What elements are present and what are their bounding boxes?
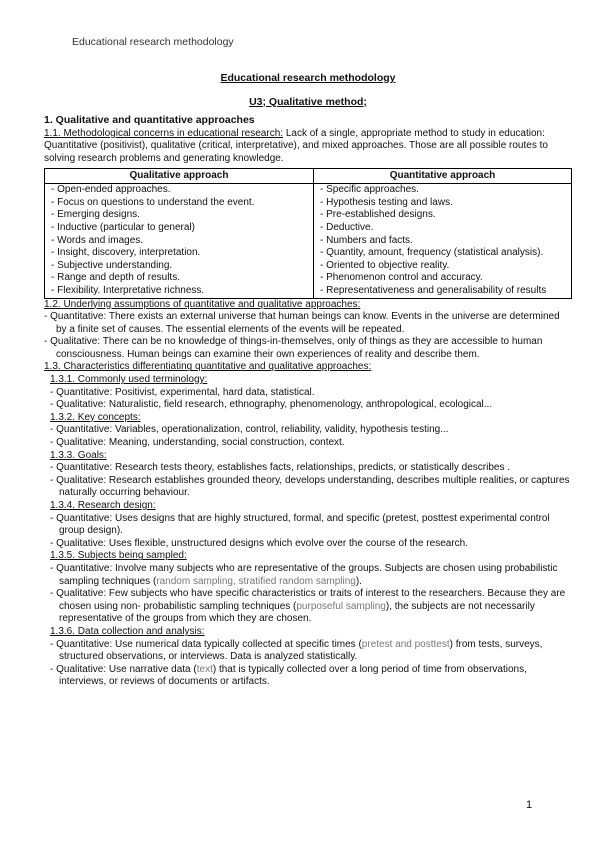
section-1-1-text: Lack of a single, appropriate method to study in education: Quantitative (positivist), qualitative (critical, interpretative), and mixed approaches. Those are all possible routes to solving research problems and generating knowledge.	[44, 127, 548, 164]
list-item: - Quantitative: Research tests theory, establishes facts, relationships, predicts, or statistically describes .	[50, 462, 511, 474]
table-cell: - Phenomenon control and accuracy.	[320, 272, 483, 284]
highlighted-term: random sampling, stratified random sampling	[156, 575, 356, 587]
page-number: 1	[526, 799, 533, 811]
document-subtitle: U3; Qualitative method;	[249, 95, 367, 108]
document-body	[44, 72, 572, 689]
item-text: - Quantitative: Use numerical data typically collected at specific times (	[50, 638, 362, 650]
section-heading-1-3-3: 1.3.3. Goals:	[50, 449, 107, 461]
item-text: ), the subjects are not necessarily representative of the groups from which they are chosen.	[59, 600, 535, 625]
table-cell: - Subjective understanding.	[51, 259, 173, 271]
table-header-qualitative: Qualitative approach	[45, 168, 314, 184]
section-heading-1-3-4: 1.3.4. Research design:	[50, 500, 156, 511]
comparison-table	[44, 168, 572, 299]
table-cell: - Oriented to objective reality.	[320, 259, 450, 271]
list-item: - Qualitative: Research establishes grounded theory, develops understanding, describes multiple realities, or captures naturally occurring behaviour.	[50, 474, 570, 499]
section-heading-1-3-1: 1.3.1. Commonly used terminology:	[50, 374, 208, 386]
table-cell: - Flexibility. Interpretative richness.	[51, 284, 205, 296]
item-text: - Quantitative: Involve many subjects who are representative of the groups. Subjects are chosen using probabilistic sampling techniques (	[50, 562, 558, 587]
table-cell: - Insight, discovery, interpretation.	[51, 247, 201, 259]
table-cell: - Pre-established designs.	[320, 209, 436, 221]
table-cell: - Representativeness and generalisability of results	[320, 284, 547, 296]
table-cell: - Deductive.	[320, 221, 374, 233]
table-cell: - Hypothesis testing and laws.	[320, 196, 453, 208]
section-heading-1-3-5: 1.3.5. Subjects being sampled:	[50, 550, 187, 562]
section-heading-1-3-6: 1.3.6. Data collection and analysis:	[50, 625, 205, 637]
item-text: ) that is typically collected over a long period of time from observations, interviews, or reviews of documents or artifacts.	[59, 663, 527, 688]
section-heading-1-2: 1.2. Underlying assumptions of quantitative and qualitative approaches:	[44, 298, 361, 310]
table-cell: - Specific approaches.	[320, 184, 419, 196]
highlighted-term: purposeful sampling	[296, 600, 386, 612]
item-text: ) from tests, surveys, structured observations, or interviews. Data is analyzed statistically.	[59, 638, 543, 663]
list-item: - Quantitative: There exists an external universe that human beings can know. Events in the universe are determined by a finite set of causes. The essential elements of the events will be repeated.	[44, 311, 560, 335]
highlighted-term: text	[196, 663, 213, 675]
list-item: - Quantitative: Positivist, experimental, hard data, statistical.	[50, 386, 315, 398]
section-heading-1-1: 1.1. Methodological concerns in educational research:	[44, 127, 284, 139]
section-1-1-paragraph	[44, 128, 572, 166]
table-header-row	[45, 168, 572, 184]
item-text: - Qualitative: Use narrative data (	[50, 663, 197, 675]
list-item	[50, 588, 572, 626]
table-cell: - Focus on questions to understand the event.	[51, 196, 255, 208]
table-header-quantitative: Quantitative approach	[314, 168, 572, 184]
section-heading-1: 1. Qualitative and quantitative approaches	[44, 114, 255, 127]
quantitative-column	[314, 184, 572, 298]
item-text: - Qualitative: Few subjects who have specific characteristics or traits of interest to the researchers. Because they are chosen using non- probabilistic sampling techniques (	[50, 588, 566, 612]
table-cell: - Emerging designs.	[51, 209, 140, 221]
section-heading-1-3-2: 1.3.2. Key concepts:	[50, 411, 141, 423]
list-item: - Qualitative: Naturalistic, field research, ethnography, phenomenology, anthropological, ecological...	[50, 399, 493, 411]
table-cell: - Open-ended approaches.	[51, 184, 171, 196]
list-item: - Quantitative: Uses designs that are highly structured, formal, and specific (pretest, posttest experimental control group design).	[50, 512, 550, 537]
item-text: ).	[355, 575, 362, 587]
table-cell: - Inductive (particular to general)	[51, 221, 195, 233]
table-cell: - Quantity, amount, frequency (statistical analysis).	[320, 247, 544, 259]
list-item: - Qualitative: There can be no knowledge of things-in-themselves, only of things as they are accessible to human consciousness. Human beings can examine their own experiences of reality and describe them.	[44, 336, 543, 360]
running-header: Educational research methodology	[72, 36, 234, 48]
qualitative-column	[45, 184, 314, 298]
document-title: Educational research methodology	[220, 72, 396, 84]
list-item: - Quantitative: Variables, operationalization, control, reliability, validity, hypothesis testing...	[50, 424, 449, 436]
list-item	[50, 664, 572, 689]
section-heading-1-3: 1.3. Characteristics differentiating quantitative and qualitative approaches:	[44, 361, 372, 373]
highlighted-term: pretest and posttest	[361, 638, 450, 650]
table-body-row	[45, 184, 572, 298]
table-cell: - Range and depth of results.	[51, 272, 180, 284]
list-item	[50, 563, 572, 588]
list-item: - Qualitative: Meaning, understanding, social construction, context.	[50, 437, 345, 449]
list-item: - Qualitative: Uses flexible, unstructured designs which evolve over the course of the research.	[50, 537, 468, 549]
table-cell: - Numbers and facts.	[320, 234, 413, 246]
list-item	[50, 639, 572, 664]
table-cell: - Words and images.	[51, 234, 144, 246]
